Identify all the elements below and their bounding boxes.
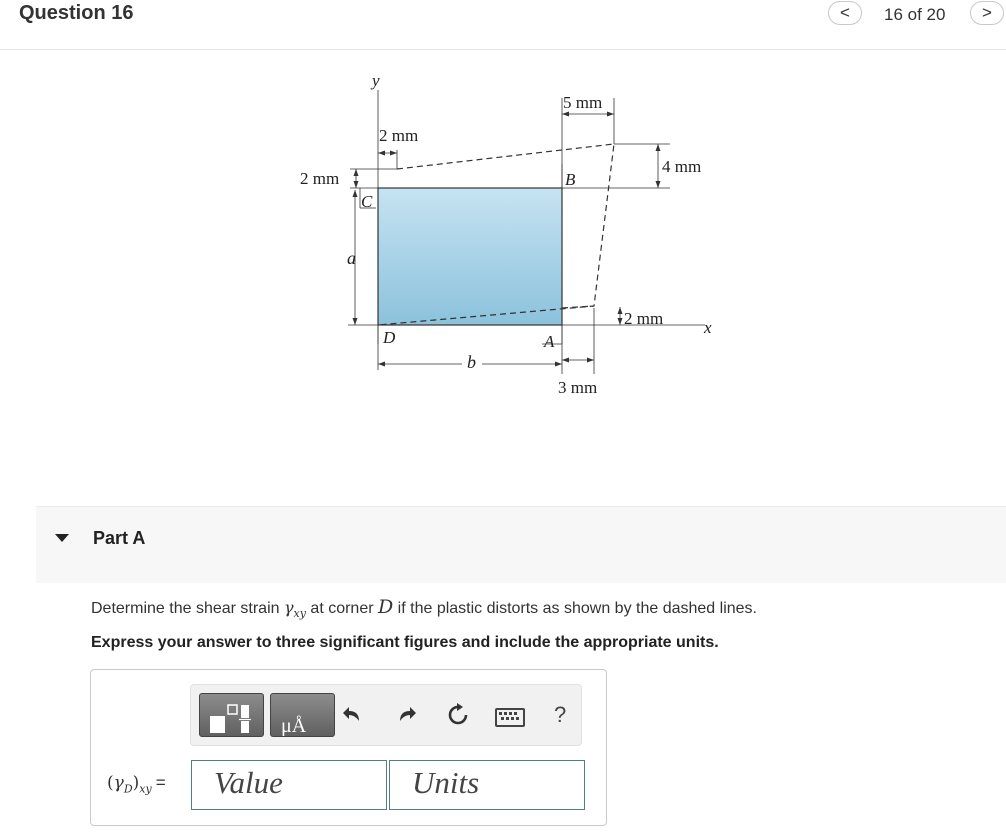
deformed-edge-bottom-right [562, 306, 594, 308]
next-question-button[interactable]: > [970, 1, 1004, 25]
gamma-subscript: xy [293, 607, 306, 621]
units-template-button[interactable] [270, 693, 335, 737]
undo-button[interactable] [341, 703, 363, 730]
answer-instruction: Express your answer to three significant figures and include the appropriate units. [91, 634, 719, 651]
dim-arrow [354, 169, 359, 176]
dim-arrow [656, 144, 661, 151]
equals-sign: = [155, 773, 166, 792]
svg-text:μÅ: μÅ [281, 715, 307, 736]
prompt-text-mid: at corner [305, 600, 378, 617]
dim-arrow [378, 362, 385, 367]
label-bottom-right-2mm: 2 mm [624, 309, 664, 328]
reset-icon [446, 703, 470, 727]
label-left-2mm: 2 mm [300, 169, 340, 188]
units-input[interactable]: Units [389, 760, 585, 810]
label-x-axis: x [704, 318, 712, 337]
label-right-4mm: 4 mm [662, 157, 702, 176]
dim-arrow [353, 190, 358, 197]
dim-arrow [587, 358, 594, 363]
answer-variable-label [107, 773, 166, 795]
dim-arrow [378, 151, 385, 156]
collapse-caret-icon[interactable] [55, 534, 69, 542]
part-label: Part A [93, 528, 146, 548]
var-sub-xy: xy [139, 782, 152, 796]
dim-arrow [656, 181, 661, 188]
prompt-text-before: Determine the shear strain [91, 600, 284, 617]
previous-question-button[interactable]: < [828, 1, 862, 25]
units-template-icon [271, 694, 334, 736]
corner-symbol: D [378, 596, 394, 618]
label-bottom-3mm: 3 mm [558, 378, 598, 397]
dim-arrow [562, 358, 569, 363]
question-title: Question 16 [19, 2, 134, 24]
value-input[interactable]: Value [191, 760, 387, 810]
dim-arrow [618, 318, 623, 325]
var-gamma-sub: D [123, 782, 133, 796]
part-a-header[interactable] [36, 506, 1006, 583]
label-corner-C: C [361, 192, 373, 211]
label-top-5mm: 5 mm [563, 93, 603, 112]
shear-strain-symbol [283, 598, 306, 621]
label-a: a [347, 248, 356, 268]
var-close-paren: ) [132, 773, 140, 793]
label-top-2mm: 2 mm [379, 126, 419, 145]
label-corner-D: D [383, 328, 396, 347]
dim-arrow [353, 318, 358, 325]
dim-arrow [390, 151, 397, 156]
fraction-template-button[interactable] [199, 693, 264, 737]
keyboard-icon [497, 710, 523, 725]
dim-arrow [562, 112, 569, 117]
var-gamma: γ [113, 773, 124, 793]
prompt-text-after: if the plastic distorts as shown by the dashed lines. [393, 600, 757, 617]
math-toolbar [190, 684, 582, 746]
strain-diagram [280, 68, 740, 408]
help-button[interactable]: ? [554, 702, 567, 727]
question-counter: 16 of 20 [884, 5, 946, 24]
undo-icon [341, 703, 363, 725]
redo-button[interactable] [396, 703, 418, 730]
label-corner-A: A [544, 332, 555, 351]
dim-arrow [555, 362, 562, 367]
answer-box [90, 669, 607, 826]
question-prompt [91, 596, 757, 620]
dim-arrow [618, 307, 623, 314]
label-corner-B: B [565, 170, 576, 189]
dim-arrow [354, 181, 359, 188]
question-header [0, 0, 1006, 50]
var-open-paren: ( [107, 773, 114, 793]
fraction-template-icon [200, 694, 263, 736]
dim-arrow [607, 112, 614, 117]
gamma-symbol: γ [283, 598, 294, 617]
redo-icon [396, 703, 418, 725]
label-y-axis: y [372, 71, 380, 90]
plate [378, 188, 562, 325]
label-b: b [467, 352, 476, 372]
keyboard-button[interactable] [495, 708, 525, 727]
reset-button[interactable] [446, 703, 470, 732]
